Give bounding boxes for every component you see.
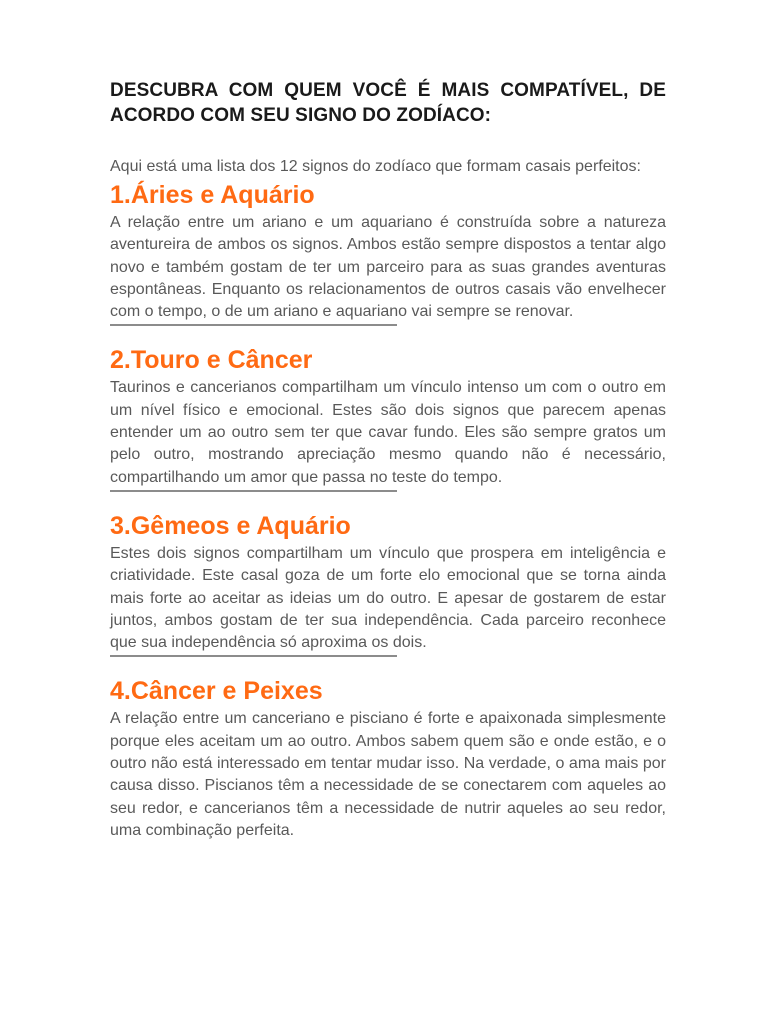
section-body: Estes dois signos compartilham um vínculo que prospera em inteligência e criatividade. Este casal goza de um forte elo emocional que se torna ainda mais forte ao aceitar as ideias um do outro. E apesar de gostarem de estar juntos, ambos gostam de ter sua independência. Cada parceiro reconhece que sua independência só aproxima os dois. [110, 544, 666, 652]
section-body: Taurinos e cancerianos compartilham um vínculo intenso um com o outro em um nível físico e emocional. Estes são dois signos que parecem apenas entender um ao outro sem ter que cavar fundo. Eles são sempre gratos um pelo outro, mostrando apreciação mesmo quando não é necessário, compartilhando um amor que passa no teste do tempo. [110, 379, 666, 486]
section-body: A relação entre um ariano e um aquariano é construída sobre a natureza aventureira de ambos os signos. Ambos estão sempre dispostos a tentar algo novo e também gostam de ter um parceiro para as suas grandes aventuras espontâneas. Enquanto os relacionamentos de outros casais vão envelhecer com o tempo, o de um ariano e aquariano vai sempre se renovar. [110, 214, 666, 321]
document-page [110, 78, 666, 842]
section-cancer-peixes [110, 676, 666, 842]
page-title: DESCUBRA COM QUEM VOCÊ É MAIS COMPATÍVEL, DE ACORDO COM SEU SIGNO DO ZODÍACO: [110, 80, 666, 126]
section-gemeos-aquario [110, 511, 666, 657]
intro-paragraph: Aqui está uma lista dos 12 signos do zodíaco que formam casais perfeitos: [110, 158, 641, 175]
section-touro-cancer [110, 345, 666, 491]
section-divider [110, 490, 397, 492]
section-divider [110, 324, 397, 326]
section-heading: 1.Áries e Aquário [110, 181, 315, 209]
section-heading: 2.Touro e Câncer [110, 346, 313, 375]
section-heading: 4.Câncer e Peixes [110, 677, 323, 706]
section-body: A relação entre um canceriano e pisciano é forte e apaixonada simplesmente porque eles aceitam um ao outro. Ambos sabem quem são e onde estão, e o outro não está interessado em tentar mudar isso. Na verdade, o ama mais por causa disso. Piscianos têm a necessidade de se conectarem com aqueles ao seu redor, e cancerianos têm a necessidade de nutrir aqueles ao seu redor, uma combinação perfeita. [110, 710, 666, 839]
section-heading: 3.Gêmeos e Aquário [110, 511, 351, 540]
section-aries-aquario [110, 180, 666, 326]
section-divider [110, 655, 397, 657]
